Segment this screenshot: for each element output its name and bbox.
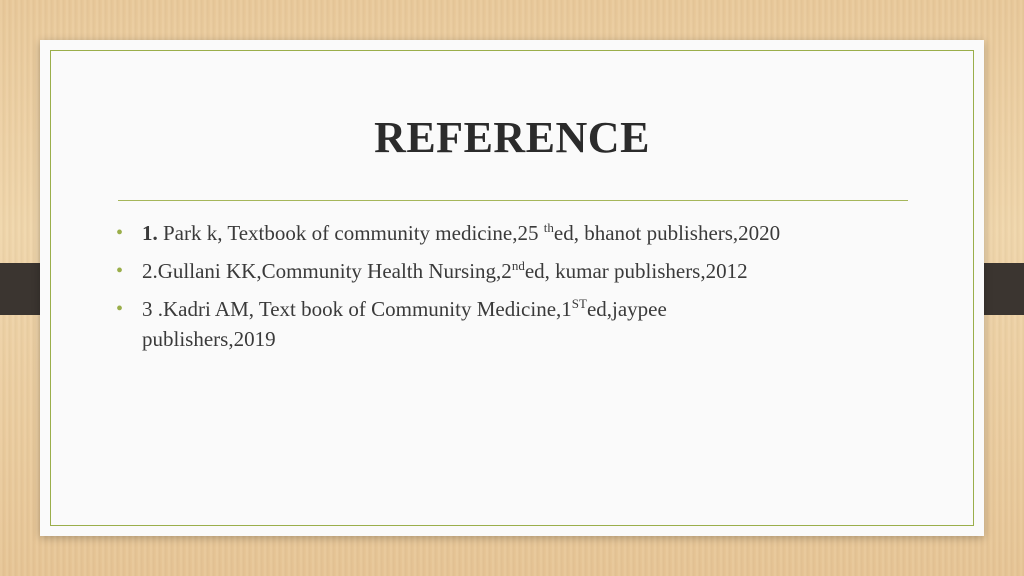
reference-superscript: th <box>543 220 554 235</box>
reference-text: 3 .Kadri AM, Text book of Community Medicine,1 <box>142 297 572 321</box>
bullet-icon: • <box>116 260 124 282</box>
reference-item-3 <box>114 294 782 354</box>
reference-item-1 <box>114 218 934 248</box>
reference-list <box>114 218 934 362</box>
reference-number: 1. <box>142 221 158 245</box>
bullet-icon: • <box>116 222 124 244</box>
reference-text: ed,jaypee publishers,2019 <box>142 297 667 351</box>
reference-item-2 <box>114 256 934 286</box>
slide-title: REFERENCE <box>374 113 650 162</box>
slide-card <box>40 40 984 536</box>
title-divider <box>118 200 908 201</box>
bullet-icon: • <box>116 298 124 320</box>
reference-superscript: ST <box>571 296 587 311</box>
reference-superscript: nd <box>511 258 525 273</box>
reference-text: ed, kumar publishers,2012 <box>524 259 748 283</box>
reference-text: 2.Gullani KK,Community Health Nursing,2 <box>142 259 512 283</box>
reference-text: Park k, Textbook of community medicine,25 <box>157 221 544 245</box>
reference-text: ed, bhanot publishers,2020 <box>553 221 781 245</box>
